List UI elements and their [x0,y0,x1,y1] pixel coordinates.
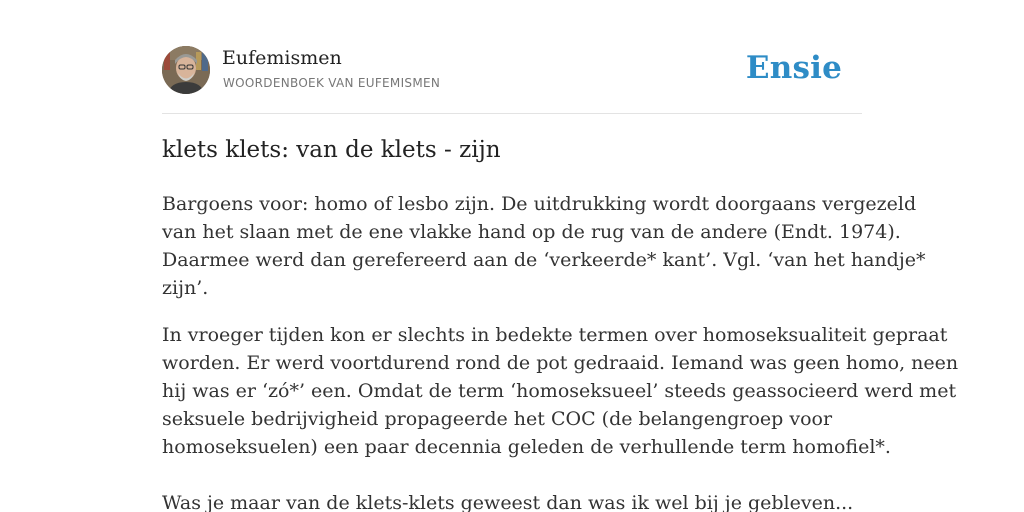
text-line: van het slaan met de ene vlakke hand op de rug van de andere (Endt. 1974). [162,221,901,243]
text-line: seksuele bedrijvigheid propageerde het COC (de belangengroep voor [162,408,833,430]
text-line: Bargoens voor: homo of lesbo zijn. De uitdrukking wordt doorgaans vergezeld [162,193,917,215]
paragraph-gap [162,302,862,321]
paragraph-2 [162,321,959,461]
entry-body [162,190,959,512]
text-line: homoseksuelen) een paar decennia geleden de verhullende term homofiel*. [162,436,891,458]
header-divider [162,113,862,114]
author-portrait-icon [162,46,210,94]
header [162,46,862,98]
entry-title: klets klets: van de klets - zijn [162,137,501,163]
paragraph-1 [162,190,926,302]
author-avatar[interactable] [162,46,210,94]
text-line: hij was er ‘zó*’ een. Omdat de term ‘homoseksueel’ steeds geassocieerd werd met [162,380,957,402]
text-line: Was je maar van de klets-klets geweest dan was ik wel bij je gebleven... [162,492,854,512]
text-line: zijn’. [162,277,209,299]
author-subtitle[interactable]: WOORDENBOEK VAN EUFEMISMEN [223,76,441,90]
brand-logo[interactable]: Ensie [745,50,842,86]
author-name[interactable]: Eufemismen [222,47,342,69]
text-line: In vroeger tijden kon er slechts in bedekte termen over homoseksualiteit gepraat [162,324,948,346]
text-line: worden. Er werd voortdurend rond de pot gedraaid. Iemand was geen homo, neen [162,352,959,374]
paragraph-3 [162,489,862,512]
paragraph-gap [162,461,862,489]
text-line: Daarmee werd dan gerefereerd aan de ‘verkeerde* kant’. Vgl. ‘van het handje* [162,249,926,271]
